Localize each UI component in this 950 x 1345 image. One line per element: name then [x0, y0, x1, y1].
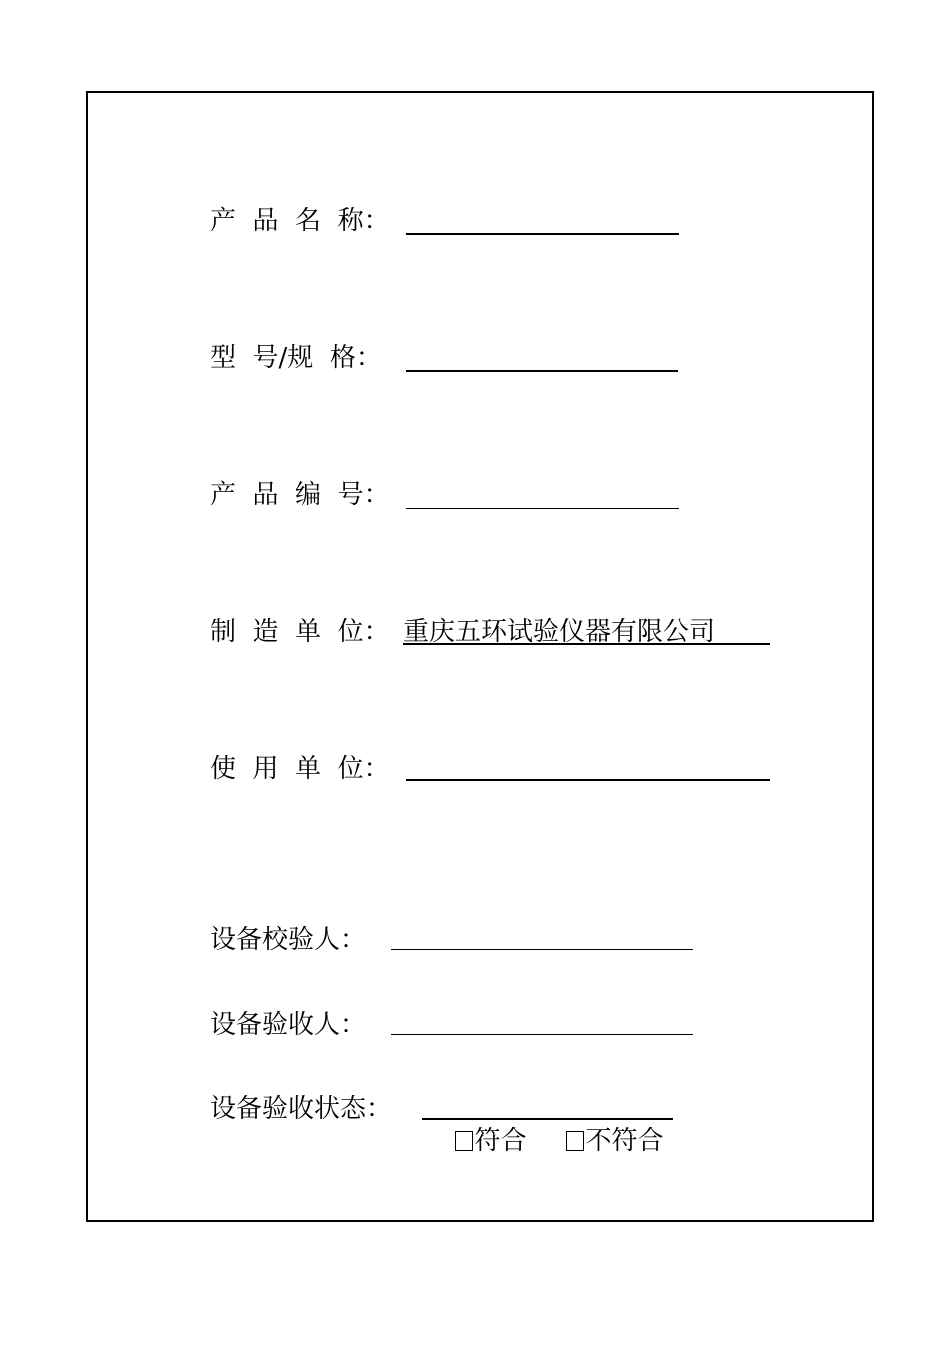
- product-name-underline: [406, 233, 679, 235]
- acceptance-option-nonconform[interactable]: [549, 1093, 664, 1157]
- nonconform-label: 不符合: [585, 1126, 664, 1156]
- model-spec-underline: [406, 370, 678, 372]
- manufacturer-value[interactable]: 重庆五环试验仪器有限公司: [403, 617, 716, 647]
- product-number-label: 产 品 编 号：: [210, 480, 390, 510]
- acceptance-status-label: 设备验收状态：: [210, 1094, 393, 1124]
- acceptor-label: 设备验收人：: [210, 1010, 367, 1040]
- acceptance-status-underline: [422, 1118, 673, 1120]
- acceptance-option-conform[interactable]: [438, 1093, 527, 1157]
- product-number-underline: [406, 508, 679, 509]
- manufacturer-label: 制 造 单 位：: [210, 617, 390, 647]
- calibrator-underline: [391, 949, 693, 950]
- product-name-label: 产 品 名 称：: [210, 206, 390, 236]
- calibrator-label: 设备校验人：: [210, 925, 367, 955]
- model-spec-label: 型 号/规 格：: [210, 343, 382, 373]
- checkbox-icon[interactable]: [455, 1131, 473, 1151]
- checkbox-icon[interactable]: [566, 1131, 584, 1151]
- manufacturer-underline: [403, 643, 770, 645]
- acceptor-underline: [391, 1034, 693, 1035]
- conform-label: 符合: [474, 1126, 527, 1156]
- user-unit-underline: [406, 779, 770, 781]
- user-unit-label: 使 用 单 位：: [210, 754, 390, 784]
- form-border: [86, 91, 874, 1222]
